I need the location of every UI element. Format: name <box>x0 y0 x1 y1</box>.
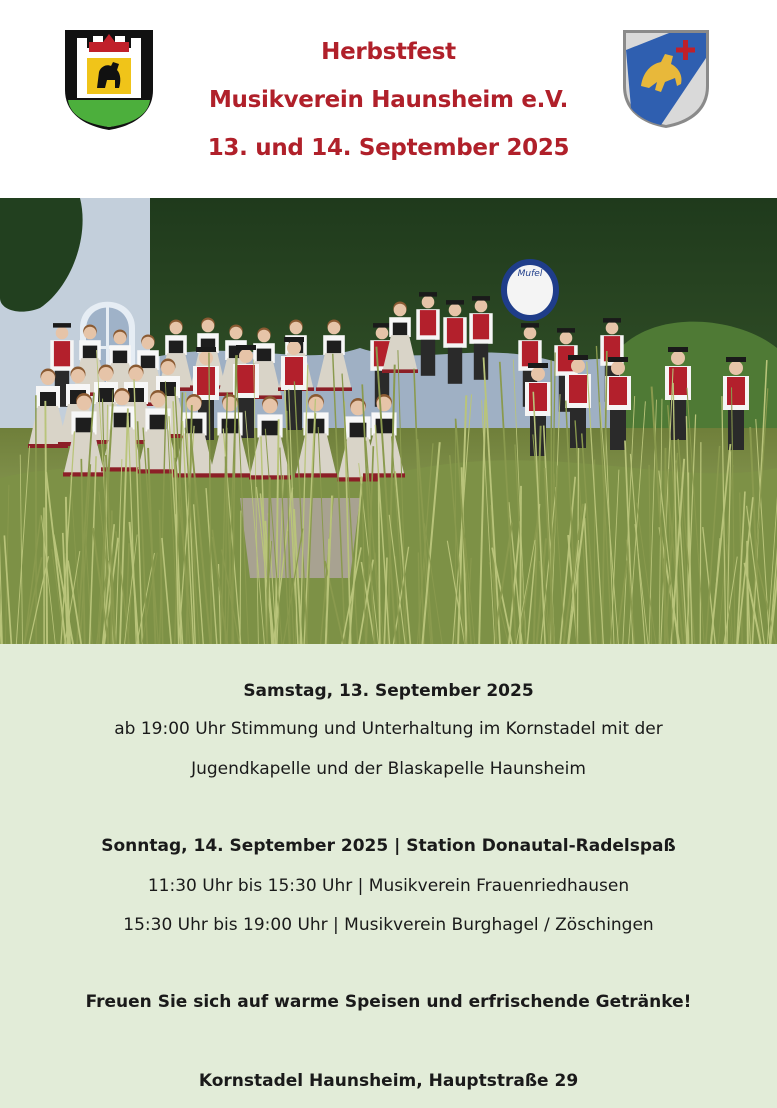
event-title <box>150 28 627 172</box>
venue-address: Kornstadel Haunsheim, Hauptstraße 29 <box>198 1071 579 1091</box>
band-group-photo <box>0 198 777 644</box>
sunday-text-line2: 15:30 Uhr bis 19:00 Uhr | Musikverein Burghagel / Zöschingen <box>123 915 654 935</box>
saturday-text-line1: ab 19:00 Uhr Stimmung und Unterhaltung im Kornstadel mit der <box>114 719 663 739</box>
band-group-photo-image <box>0 198 777 644</box>
grass-blade <box>520 486 521 644</box>
poster-header <box>0 0 777 198</box>
grass-blade <box>700 442 701 644</box>
title-line-dates: 13. und 14. September 2025 <box>207 135 570 161</box>
town-coat-of-arms-icon <box>63 28 155 132</box>
grass-blade <box>747 541 748 644</box>
sunday-text-line1: 11:30 Uhr bis 15:30 Uhr | Musikverein Frauenriedhausen <box>147 876 630 896</box>
sunday-heading: Sonntag, 14. September 2025 | Station Donautal-Radelspaß <box>101 836 676 856</box>
food-note: Freuen Sie sich auf warme Speisen und erfrischende Getränke! <box>85 992 692 1012</box>
saturday-text-line2: Jugendkapelle und der Blaskapelle Haunsheim <box>191 759 586 779</box>
title-line-club: Musikverein Haunsheim e.V. <box>208 87 569 113</box>
lion-coat-of-arms-icon <box>621 28 711 130</box>
program-section <box>0 644 777 1108</box>
drum-brand-label: Mufel <box>517 269 543 279</box>
saturday-heading: Samstag, 13. September 2025 <box>243 681 534 701</box>
title-line-herbstfest: Herbstfest <box>321 39 456 65</box>
